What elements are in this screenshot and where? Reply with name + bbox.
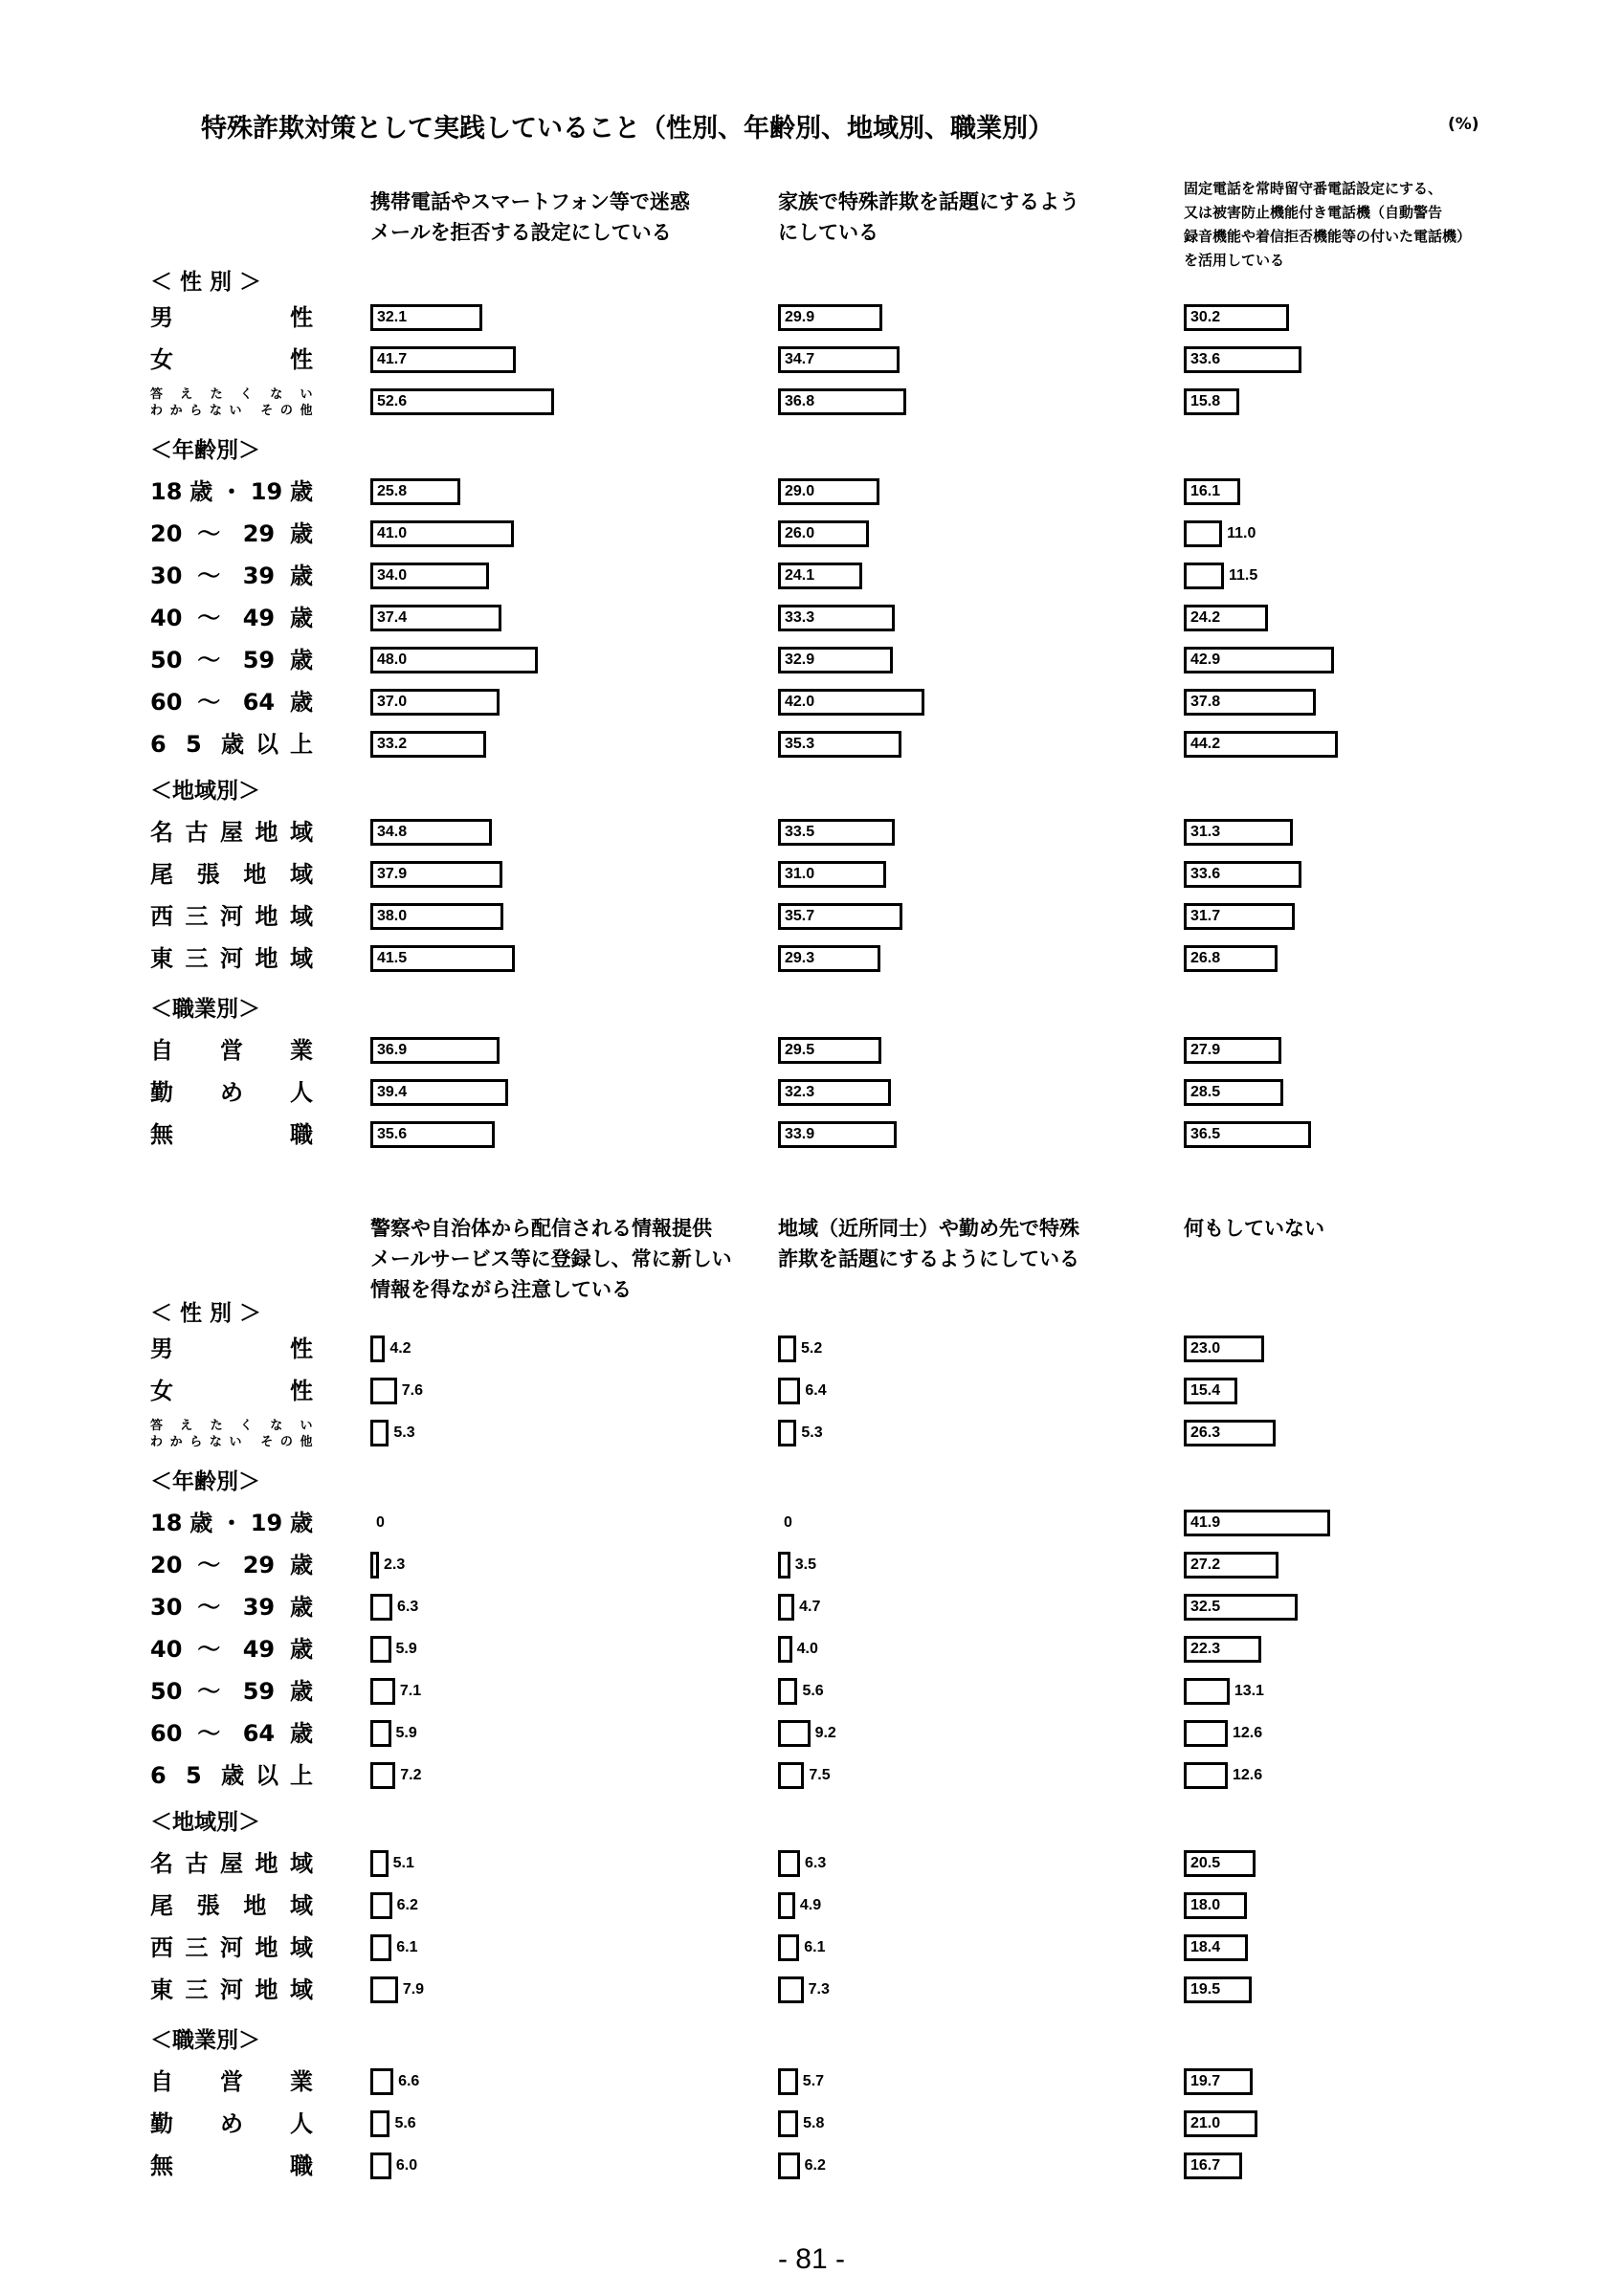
row-label: 西三河地域 <box>150 1934 313 1961</box>
data-label: 6.0 <box>395 2157 418 2174</box>
data-label: 35.3 <box>785 736 815 752</box>
bar <box>778 1552 790 1578</box>
data-label: 4.0 <box>796 1641 818 1657</box>
data-label: 6.1 <box>396 1939 418 1955</box>
data-label: 38.0 <box>377 908 408 924</box>
data-label: 33.6 <box>1190 351 1221 367</box>
column-header-line: 地域（近所同士）や勤め先で特殊 <box>778 1217 1079 1240</box>
data-label: 24.1 <box>785 567 815 584</box>
data-label: 2.3 <box>384 1556 406 1573</box>
data-label: 18.4 <box>1190 1939 1221 1955</box>
data-label: 34.8 <box>377 824 408 840</box>
bar <box>1184 520 1222 547</box>
data-label: 32.3 <box>785 1084 815 1100</box>
data-label: 41.9 <box>1190 1514 1221 1531</box>
data-label: 24.2 <box>1190 609 1221 626</box>
row-label: 東三河地域 <box>150 1976 313 2003</box>
data-label: 37.9 <box>377 866 408 882</box>
data-label: 19.7 <box>1190 2073 1221 2089</box>
page-title: 特殊詐欺対策として実践していること（性別、年齢別、地域別、職業別） <box>201 114 1054 144</box>
data-label: 48.0 <box>377 651 408 668</box>
bar <box>370 2152 391 2179</box>
data-label: 33.5 <box>785 824 815 840</box>
data-label: 35.7 <box>785 908 815 924</box>
row-label-line: 答 え た く な い <box>150 387 313 402</box>
data-label: 4.9 <box>799 1897 822 1913</box>
column-header <box>1184 1213 1324 1244</box>
row-label: 名古屋地域 <box>150 1850 313 1877</box>
bar <box>778 1378 800 1404</box>
row-label <box>150 1418 313 1450</box>
data-label: 42.9 <box>1190 651 1221 668</box>
bar <box>778 2152 800 2179</box>
data-label: 7.1 <box>399 1683 422 1699</box>
bar <box>778 1976 804 2003</box>
bar <box>778 1892 795 1919</box>
column-header-line: メールサービス等に登録し、常に新しい <box>370 1247 732 1270</box>
data-label: 13.1 <box>1234 1683 1264 1699</box>
data-label: 44.2 <box>1190 736 1221 752</box>
data-label: 31.7 <box>1190 908 1221 924</box>
data-label: 21.0 <box>1190 2115 1221 2131</box>
bar <box>778 1720 811 1747</box>
data-label: 39.4 <box>377 1084 408 1100</box>
data-label: 16.7 <box>1190 2157 1221 2174</box>
data-label: 22.3 <box>1190 1641 1221 1657</box>
data-label: 33.9 <box>785 1126 815 1142</box>
data-label: 15.8 <box>1190 393 1221 409</box>
bar <box>778 1678 797 1705</box>
bar <box>370 1552 379 1578</box>
data-label: 41.7 <box>377 351 408 367</box>
row-label: 50 ～ 59 歳 <box>150 1678 313 1705</box>
column-header-line: 詐欺を話題にするようにしている <box>778 1247 1079 1270</box>
data-label: 19.5 <box>1190 1981 1221 1998</box>
column-header-line: 情報を得ながら注意している <box>370 1278 632 1301</box>
data-label: 26.3 <box>1190 1424 1221 1441</box>
data-label: 7.3 <box>808 1981 830 1998</box>
row-label: 20 ～ 29 歳 <box>150 1552 313 1578</box>
row-label: 50 ～ 59 歳 <box>150 647 313 673</box>
row-label: 東三河地域 <box>150 945 313 972</box>
group-label: ＜地域別＞ <box>150 1810 260 1835</box>
bar <box>1184 1720 1228 1747</box>
data-label: 37.4 <box>377 609 408 626</box>
data-label: 42.0 <box>785 694 815 710</box>
row-label: 男 性 <box>150 1336 313 1362</box>
column-header-line: 携帯電話やスマートフォン等で迷惑 <box>370 190 690 213</box>
bar <box>370 1678 395 1705</box>
bar <box>778 1420 796 1446</box>
data-label: 7.6 <box>401 1382 423 1399</box>
row-label: 60 ～ 64 歳 <box>150 689 313 716</box>
bar <box>778 1594 794 1621</box>
column-header <box>778 1213 1079 1274</box>
bar <box>370 1420 389 1446</box>
data-label: 11.0 <box>1227 525 1256 541</box>
bar <box>370 1594 392 1621</box>
data-label: 5.2 <box>800 1340 823 1357</box>
data-label: 6.4 <box>805 1382 827 1399</box>
bar <box>370 1850 389 1877</box>
data-label: 30.2 <box>1190 309 1221 325</box>
bar <box>370 1378 397 1404</box>
bar <box>778 1336 796 1362</box>
row-label: 40 ～ 49 歳 <box>150 605 313 631</box>
column-header-line: メールを拒否する設定にしている <box>370 221 672 244</box>
data-label: 32.9 <box>785 651 815 668</box>
unit-label: (%) <box>1448 115 1479 134</box>
row-label: 自営業 <box>150 2068 313 2095</box>
data-label: 29.0 <box>785 483 815 499</box>
bar <box>370 1976 398 2003</box>
data-label: 36.9 <box>377 1042 408 1058</box>
column-header-line: 録音機能や着信拒否機能等の付いた電話機） <box>1184 228 1472 245</box>
data-label: 9.2 <box>814 1725 836 1741</box>
data-label: 52.6 <box>377 393 408 409</box>
row-label: 30 ～ 39 歳 <box>150 1594 313 1621</box>
data-label: 37.8 <box>1190 694 1221 710</box>
data-label: 6.1 <box>804 1939 826 1955</box>
data-label: 41.5 <box>377 950 408 966</box>
column-header-line: を活用している <box>1184 252 1285 269</box>
data-label: 16.1 <box>1190 483 1221 499</box>
row-label-line: わからない その他 <box>150 1435 313 1449</box>
row-label <box>150 386 313 419</box>
row-label: 18歳・19歳 <box>150 478 313 505</box>
row-label: 20 ～ 29 歳 <box>150 520 313 547</box>
data-label: 34.7 <box>785 351 815 367</box>
data-label: 0 <box>784 1514 792 1531</box>
data-label: 7.2 <box>400 1767 422 1783</box>
data-label: 7.9 <box>402 1981 425 1998</box>
data-label: 20.5 <box>1190 1855 1221 1871</box>
data-label: 26.0 <box>785 525 815 541</box>
bar <box>778 1636 792 1663</box>
data-label: 32.1 <box>377 309 408 325</box>
data-label: 5.1 <box>392 1855 414 1871</box>
row-label: 勤め人 <box>150 1079 313 1106</box>
data-label: 29.5 <box>785 1042 815 1058</box>
group-label: ＜ 性 別 ＞ <box>150 270 262 295</box>
data-label: 33.6 <box>1190 866 1221 882</box>
page-number: - 81 - <box>777 2243 846 2275</box>
group-label: ＜職業別＞ <box>150 2028 260 2053</box>
data-label: 28.5 <box>1190 1084 1221 1100</box>
data-label: 36.8 <box>785 393 815 409</box>
column-header-line: にしている <box>778 221 878 244</box>
data-label: 41.0 <box>377 525 408 541</box>
bar <box>370 1892 392 1919</box>
data-label: 29.3 <box>785 950 815 966</box>
data-label: 31.3 <box>1190 824 1221 840</box>
data-label: 4.2 <box>389 1340 411 1357</box>
data-label: 27.2 <box>1190 1556 1221 1573</box>
data-label: 12.6 <box>1232 1767 1263 1783</box>
column-header <box>370 1213 732 1305</box>
row-label: 尾張地域 <box>150 1892 313 1919</box>
bar <box>370 1336 385 1362</box>
bar <box>1184 563 1224 589</box>
data-label: 37.0 <box>377 694 408 710</box>
group-label: ＜職業別＞ <box>150 997 260 1022</box>
data-label: 0 <box>376 1514 385 1531</box>
data-label: 26.8 <box>1190 950 1221 966</box>
bar <box>1184 1762 1228 1789</box>
group-label: ＜ 性 別 ＞ <box>150 1301 262 1326</box>
data-label: 25.8 <box>377 483 408 499</box>
data-label: 5.8 <box>803 2115 825 2131</box>
row-label: 男 性 <box>150 304 313 331</box>
row-label: 尾張地域 <box>150 861 313 888</box>
data-label: 34.0 <box>377 567 408 584</box>
bar <box>778 1934 799 1961</box>
column-header-line: 家族で特殊詐欺を話題にするよう <box>778 190 1079 213</box>
group-label: ＜地域別＞ <box>150 779 260 804</box>
data-label: 6.2 <box>396 1897 418 1913</box>
data-label: 6.2 <box>804 2157 826 2174</box>
bar <box>778 2110 798 2137</box>
data-label: 6.3 <box>804 1855 827 1871</box>
data-label: 27.9 <box>1190 1042 1221 1058</box>
row-label: 勤め人 <box>150 2110 313 2137</box>
row-label-line: わからない その他 <box>150 404 313 418</box>
data-label: 11.5 <box>1228 567 1258 584</box>
row-label: 西三河地域 <box>150 903 313 930</box>
row-label: 女 性 <box>150 346 313 373</box>
data-label: 5.9 <box>395 1725 417 1741</box>
data-label: 6.6 <box>398 2073 420 2089</box>
row-label: 18歳・19歳 <box>150 1510 313 1536</box>
group-label: ＜年齢別＞ <box>150 1469 260 1494</box>
data-label: 4.7 <box>799 1599 821 1615</box>
column-header-line: 固定電話を常時留守番電話設定にする、 <box>1184 180 1443 197</box>
data-label: 32.5 <box>1190 1599 1221 1615</box>
row-label: 40 ～ 49 歳 <box>150 1636 313 1663</box>
row-label: 60 ～ 64 歳 <box>150 1720 313 1747</box>
row-label: 6 5 歳以上 <box>150 731 313 758</box>
data-label: 6.3 <box>396 1599 419 1615</box>
bar <box>1184 1678 1230 1705</box>
data-label: 35.6 <box>377 1126 408 1142</box>
bar <box>370 1720 391 1747</box>
column-header <box>778 187 1079 248</box>
row-label: 自営業 <box>150 1037 313 1064</box>
column-header-line: 又は被害防止機能付き電話機（自動警告 <box>1184 204 1443 221</box>
row-label: 名古屋地域 <box>150 819 313 846</box>
data-label: 33.3 <box>785 609 815 626</box>
data-label: 36.5 <box>1190 1126 1221 1142</box>
data-label: 15.4 <box>1190 1382 1221 1399</box>
column-header <box>370 187 690 248</box>
data-label: 5.3 <box>801 1424 823 1441</box>
data-label: 3.5 <box>794 1556 817 1573</box>
bar <box>370 2068 393 2095</box>
data-label: 33.2 <box>377 736 408 752</box>
data-label: 18.0 <box>1190 1897 1221 1913</box>
data-label: 31.0 <box>785 866 815 882</box>
column-header <box>1184 177 1471 273</box>
data-label: 5.6 <box>802 1683 824 1699</box>
data-label: 23.0 <box>1190 1340 1221 1357</box>
data-label: 5.6 <box>394 2115 416 2131</box>
bar <box>370 2110 389 2137</box>
bar <box>778 1762 804 1789</box>
row-label: 6 5 歳以上 <box>150 1762 313 1789</box>
column-header-line: 警察や自治体から配信される情報提供 <box>370 1217 712 1240</box>
bar <box>370 1934 391 1961</box>
row-label: 無 職 <box>150 2152 313 2179</box>
row-label: 30 ～ 39 歳 <box>150 563 313 589</box>
bar <box>370 1636 391 1663</box>
bar <box>778 2068 798 2095</box>
bar <box>778 1850 800 1877</box>
group-label: ＜年齢別＞ <box>150 438 260 463</box>
row-label: 無 職 <box>150 1121 313 1148</box>
data-label: 7.5 <box>809 1767 831 1783</box>
column-header-line: 何もしていない <box>1184 1217 1324 1240</box>
data-label: 5.9 <box>395 1641 417 1657</box>
data-label: 29.9 <box>785 309 815 325</box>
row-label: 女 性 <box>150 1378 313 1404</box>
data-label: 5.3 <box>393 1424 415 1441</box>
row-label-line: 答 え た く な い <box>150 1419 313 1433</box>
bar <box>370 1762 395 1789</box>
data-label: 12.6 <box>1232 1725 1263 1741</box>
data-label: 5.7 <box>802 2073 825 2089</box>
